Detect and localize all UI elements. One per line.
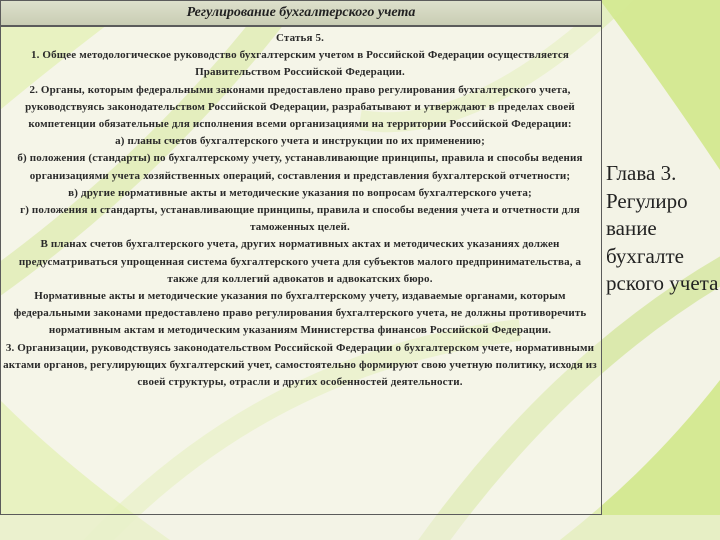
slide-title: Регулирование бухгалтерского учета	[186, 5, 416, 20]
article-paragraph-3: 3. Организации, руководствуясь законодательством Российской Федерации о бухгалтерском учете, нормативными актами органов, регулирующих бухгалтерский учет, самостоятельно формируют свою учетную политику, исходя из своей структуры, отрасли и других особенностей деятельности.	[3, 341, 597, 389]
article-item-b: б) положения (стандарты) по бухгалтерскому учету, устанавливающие принципы, правила и способы ведения организациями учета хозяйственных операций, составления и представления бухгалтерской отчетности;	[17, 152, 583, 182]
article-item-a: а) планы счетов бухгалтерского учета и инструкции по их применению;	[115, 135, 485, 148]
article-heading: Статья 5.	[275, 32, 325, 44]
chapter-title: Глава 3. Регулиро вание бухгалте рского учета	[606, 161, 719, 295]
article-paragraph-1: 1. Общее методологическое руководство бухгалтерским учетом в Российской Федерации осуществляется Правительством Российской Федерации.	[30, 49, 569, 79]
slide-title-bar	[0, 0, 602, 26]
article-item-g: г) положения и стандарты, устанавливающие принципы, правила и способы ведения учета и отчетности для таможенных целей.	[20, 204, 580, 234]
article-paragraph-small-business: В планах счетов бухгалтерского учета, других нормативных актах и методических указаниях должен предусматриваться упрощенная система бухгалтерского учета для субъектов малого предпринимательства, а также для коллегий адвокатов и адвокатских бюро.	[18, 238, 582, 285]
article-paragraph-normative-acts: Нормативные акты и методические указания по бухгалтерскому учету, издаваемые органами, которым федеральными законами предоставлено право регулирования бухгалтерского учета, не должны противоречить нормативным актам и методическим указаниям Министерства финансов Российской Федерации.	[13, 290, 587, 337]
article-paragraph-2: 2. Органы, которым федеральными законами предоставлено право регулирования бухгалтерского учета, руководствуясь законодательством Российской Федерации, разрабатывают и утверждают в пределах своей компетенции обязательные для исполнения всеми организациями на территории Российской Федерации:	[25, 83, 575, 131]
article-item-v: в) другие нормативные акты и методические указания по вопросам бухгалтерского учета;	[68, 186, 532, 199]
article-text	[2, 30, 598, 391]
